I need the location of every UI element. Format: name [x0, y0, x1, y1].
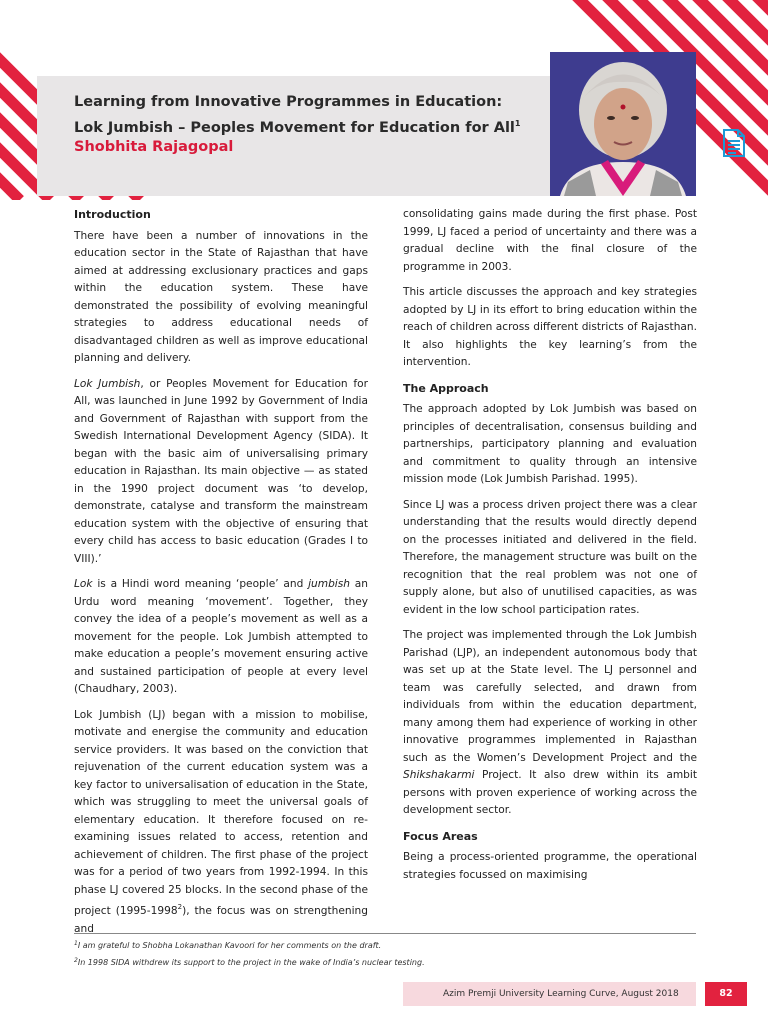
article-title-text: Learning from Innovative Programmes in Education: Lok Jumbish – Peoples Movement for Education for All	[74, 94, 515, 136]
article-title	[74, 92, 534, 139]
author-portrait-illustration	[550, 52, 696, 196]
author-name: Shobhita Rajagopal	[74, 139, 234, 155]
right-column	[403, 206, 697, 892]
paragraph-text: ), the focus was on strengthening and	[74, 905, 368, 935]
footnote-1-text: I am grateful to Shobha Lokanathan Kavoori for her comments on the draft.	[77, 941, 382, 950]
paragraph-text: an Urdu word meaning ‘movement’. Together, they convey the idea of a people’s movement as well as a movement for the people. Lok Jumbish attempted to make education a people’s movement ensuring active and sustained participation of people at every level (Chaudhary, 2003).	[74, 578, 368, 695]
jumbish-italic: jumbish	[308, 578, 350, 590]
paragraph-text: Lok Jumbish (LJ) began with a mission to mobilise, motivate and energise the community and education service providers. It was based on the conviction that rejuvenation of the current education system was a key factor to universalisation of education in the State, which was struggling to meet the universal goals of elementary education. It therefore focused on re-examining issues related to access, retention and achievement of children. The first phase of the project was for a period of two years from 1992-1994. In this phase LJ covered 25 blocks. In the second phase of the project (1995-1998	[74, 708, 368, 917]
approach-heading: The Approach	[403, 381, 489, 395]
shikshakarmi-italic: Shikshakarmi	[403, 769, 475, 781]
lok-jumbish-italic: Lok Jumbish	[74, 377, 141, 390]
footnote-mark-2: 2	[177, 903, 183, 911]
introduction-heading: Introduction	[74, 208, 151, 221]
lok-italic: Lok	[74, 578, 93, 590]
paragraph-meaning	[74, 576, 368, 699]
footnote-2-text: In 1998 SIDA withdrew its support to the project in the wake of India’s nuclear testing.	[77, 958, 425, 967]
publication-name: Azim Premji University Learning Curve, August 2018	[443, 989, 679, 999]
paragraph-consolidating: consolidating gains made during the first phase. Post 1999, LJ faced a period of uncertainty and there was a gradual decline with the final closure of the programme in 2003.	[403, 208, 697, 273]
paragraph-article-scope: This article discusses the approach and key strategies adopted by LJ in its effort to bring education within the reach of children across different districts of Rajasthan. It also highlights the key learning’s from the intervention.	[403, 286, 697, 368]
footnote-1-mark: 1	[74, 940, 78, 947]
footnote-2-mark: 2	[74, 957, 78, 964]
document-icon[interactable]	[722, 128, 746, 158]
page-number: 82	[705, 982, 747, 1006]
paragraph-process-driven: Since LJ was a process driven project there was a clear understanding that the results would directly depend on the processes initiated and delivered in the field. Therefore, the management structure was built on the recognition that the real problem was not one of supply alone, but also of unutilised capacities, as was evident in the low school participation rates.	[403, 498, 697, 616]
title-footnote-mark: 1	[514, 119, 521, 128]
footnote-divider	[74, 933, 696, 934]
focus-areas-heading: Focus Areas	[403, 829, 478, 843]
paragraph-text: , or Peoples Movement for Education for All, was launched in June 1992 by Government of India and Government of Rajasthan with support from the Swedish International Development Agency (SIDA). It began with the basic aim of universalising primary education in Rajasthan. Its main objective — as stated in the 1990 project document was ‘to develop, demonstrate, catalyse and transform the mainstream education system with the objective of ensuring that every child has access to basic education (Grades I to VIII).’	[74, 377, 368, 565]
paragraph-text: Project. It also drew within its ambit persons with proven experience of working across the development sector.	[403, 769, 697, 816]
paragraph-text: is a Hindi word meaning ‘people’ and	[92, 578, 309, 590]
footnote-2	[74, 957, 425, 967]
paragraph-mission	[74, 707, 368, 939]
paragraph-text: The project was implemented through the Lok Jumbish Parishad (LJP), an independent autonomous body that was set up at the State level. The LJ personnel and team was carefully selected, and drawn from individuals from within the education department, many among them had experience of working in other innovative programmes implemented in Rajasthan such as the Women’s Development Project and the	[403, 629, 697, 764]
paragraph-approach: The approach adopted by Lok Jumbish was based on principles of decentralisation, consensus building and partnerships, participatory planning and evaluation and commitment to quality through an intensive mission mode (Lok Jumbish Parishad. 1995).	[403, 403, 697, 485]
left-column	[74, 206, 368, 946]
footnote-1	[74, 940, 381, 950]
paragraph-implementation	[403, 627, 697, 820]
paragraph-focus: Being a process-oriented programme, the operational strategies focussed on maximising	[403, 851, 697, 881]
author-photo	[550, 52, 696, 196]
paragraph-lok-jumbish-launch	[74, 376, 368, 569]
paragraph-intro: There have been a number of innovations in the education sector in the State of Rajasthan that have aimed at addressing exclusionary practices and gaps within the education system. These have demonstrated the possibility of evolving meaningful strategies to address educational needs of disadvantaged children as well as improve educational planning and delivery.	[74, 229, 368, 364]
